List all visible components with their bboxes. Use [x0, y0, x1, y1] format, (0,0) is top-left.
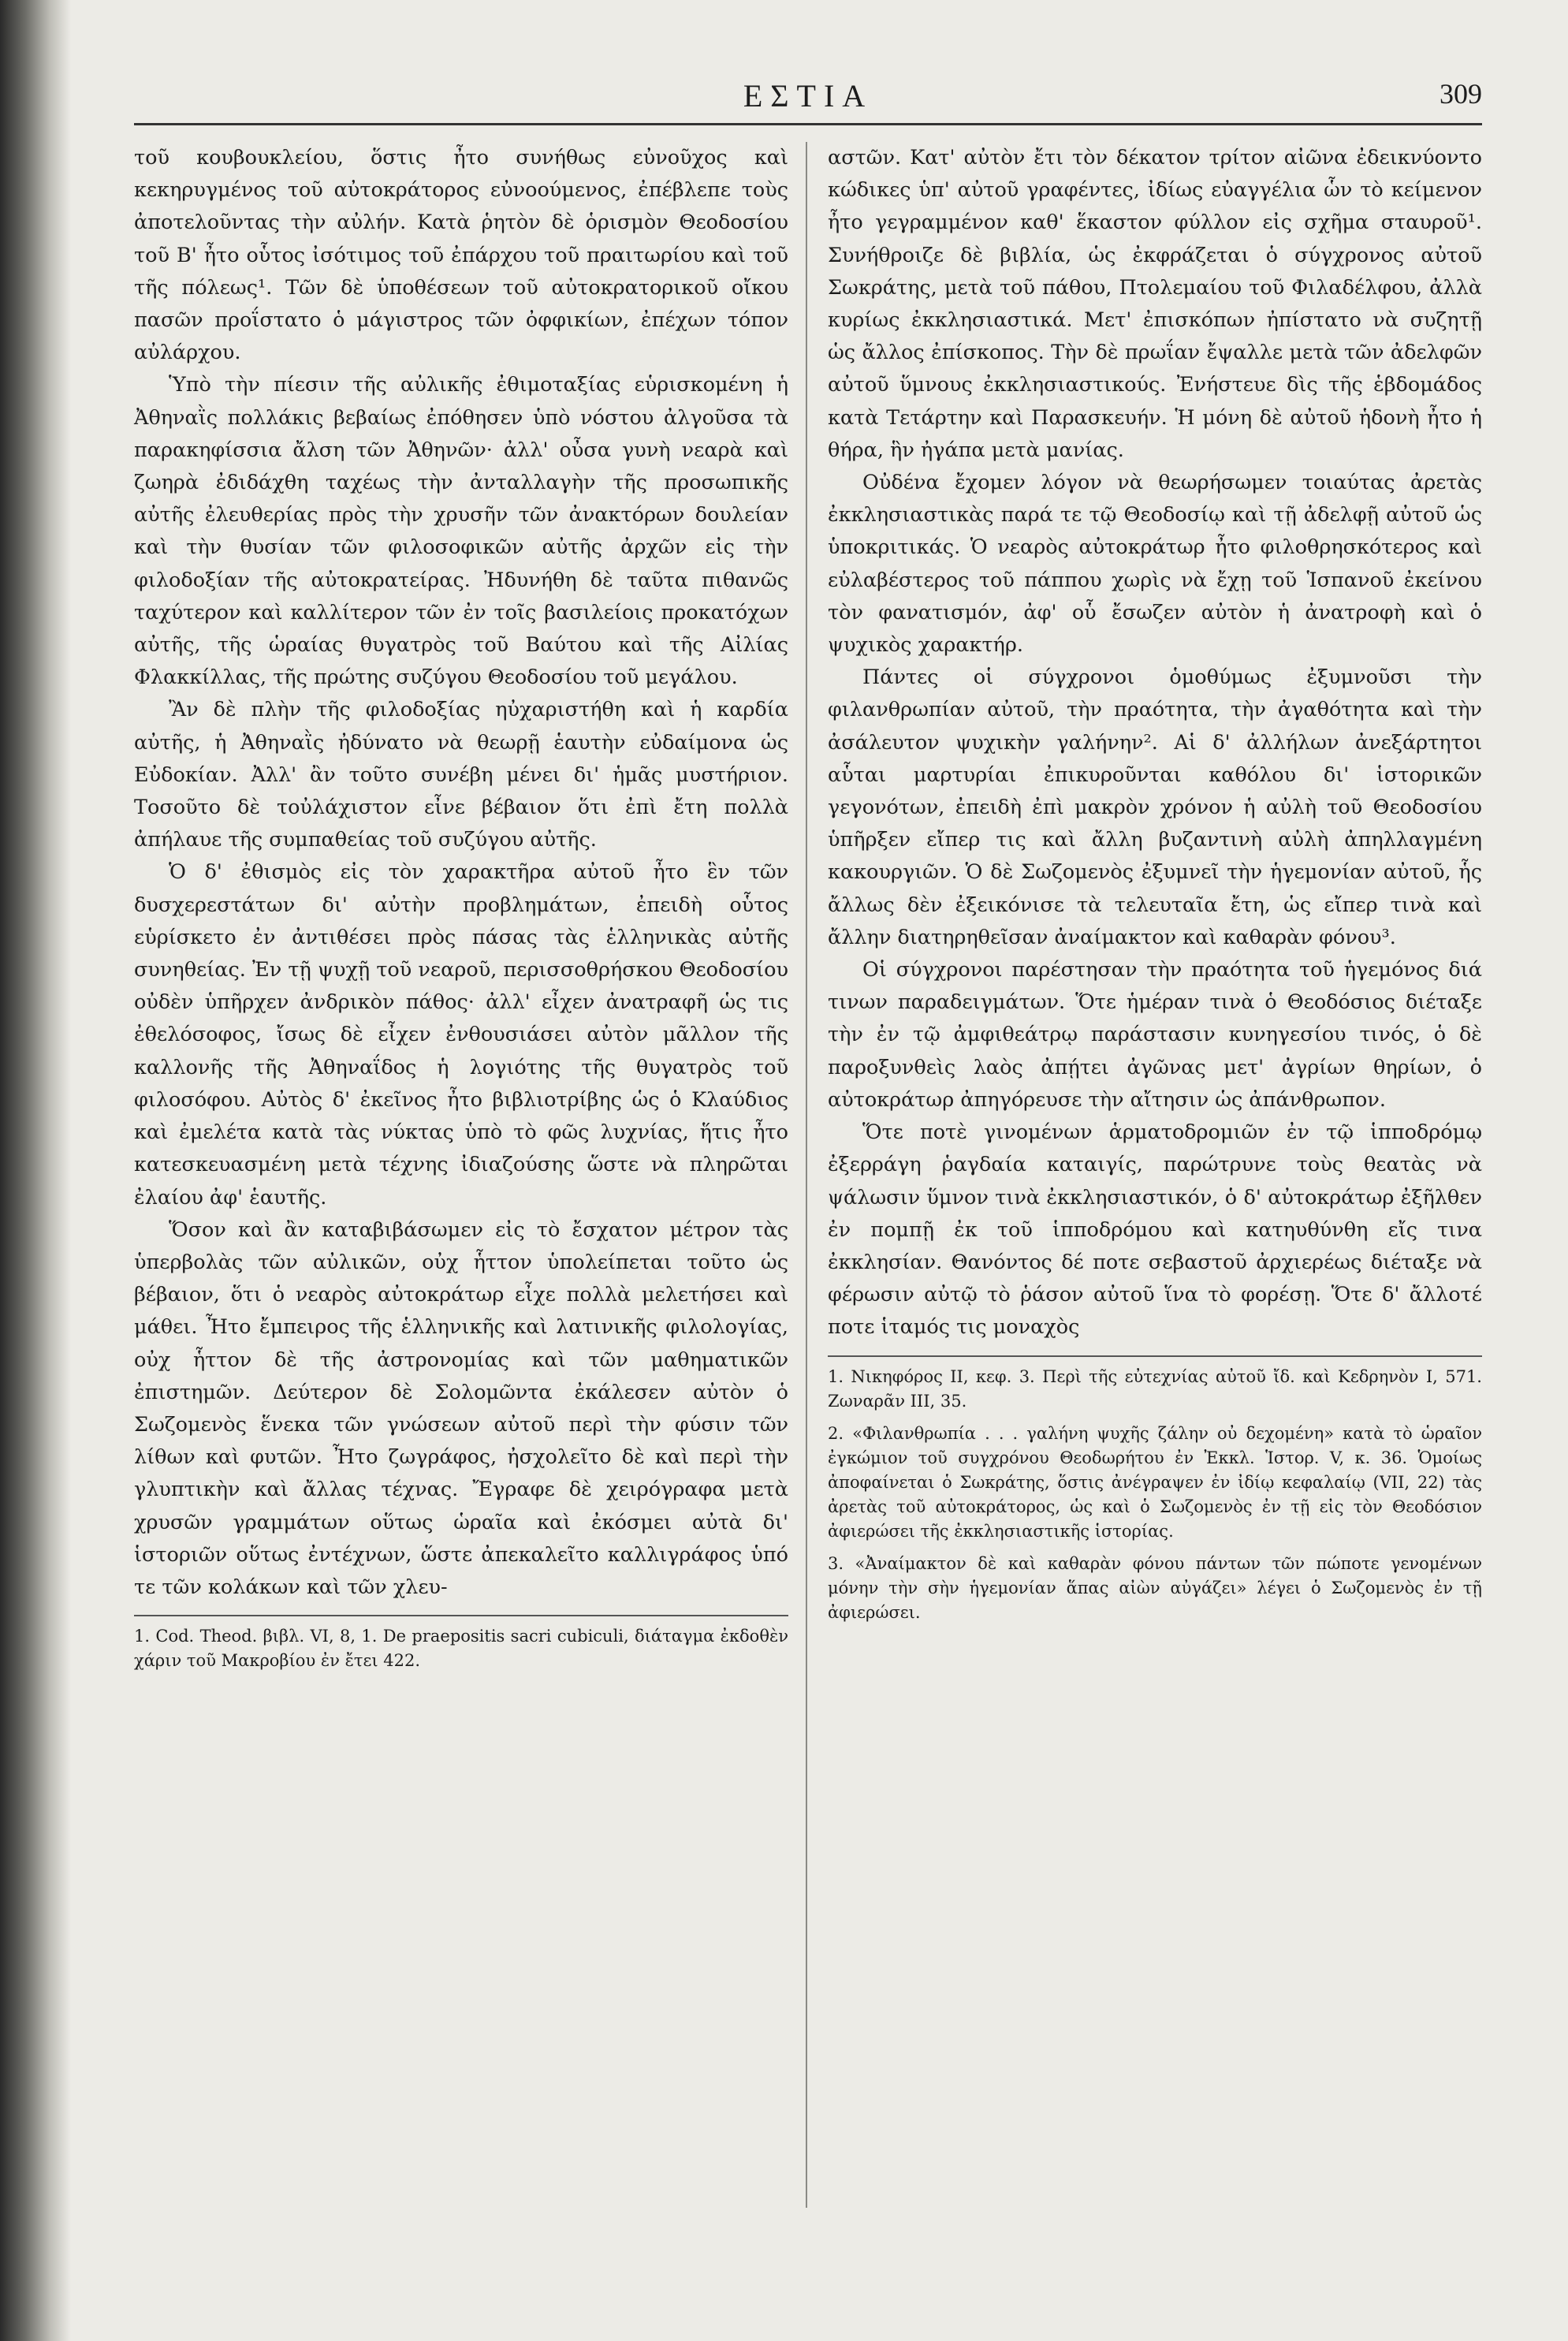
page-number: 309 — [1440, 78, 1482, 110]
paragraph: Ἂν δὲ πλὴν τῆς φιλοδοξίας ηὐχαριστήθη καὶ ἡ καρδία αὐτῆς, ἡ Ἀθηναῒς ἠδύνατο νὰ θεωρῇ ἑαυτὴν εὐδαίμονα ὡς Εὐδοκίαν. Ἀλλ' ἂν τοῦτο συνέβη μένει δι' ἡμᾶς μυστήριον. Τοσοῦτο δὲ τοὐλάχιστον εἶνε βέβαιον ὅτι ἐπὶ ἔτη πολλὰ ἀπήλαυε τῆς συμπαθείας τοῦ συζύγου αὐτῆς. — [134, 698, 788, 852]
paragraph: Ὑπὸ τὴν πίεσιν τῆς αὐλικῆς ἐθιμοταξίας εὑρισκομένη ἡ Ἀθηναῒς πολλάκις βεβαίως ἐπόθησεν ὑπὸ νόστου ἀλγοῦσα τὰ παρακηφίσσια ἄλση τῶν Ἀθηνῶν· ἀλλ' οὖσα γυνὴ νεαρὰ καὶ ζωηρὰ ἐδιδάχθη ταχέως τὴν ἀνταλλαγὴν τῆς προσωπικῆς αὐτῆς ἐλευθερίας πρὸς τὴν χρυσῆν τῶν ἀνακτόρων δουλείαν καὶ τὴν θυσίαν τῶν φιλοσοφικῶν αὐτῆς ἀρχῶν εἰς τὴν φιλοδοξίαν τῆς αὐτοκρατείρας. Ἠδυνήθη δὲ ταῦτα πιθανῶς ταχύτερον καὶ καλλίτερον τῶν ἐν τοῖς βασιλείοις προκατόχων αὐτῆς, τῆς ὡραίας θυγατρὸς τοῦ Βαύτου καὶ τῆς Αἰλίας Φλακκίλλας, τῆς πρώτης συζύγου Θεοδοσίου τοῦ μεγάλου. — [134, 373, 788, 690]
header-rule — [134, 123, 1482, 125]
left-column — [134, 142, 788, 1681]
column-divider — [806, 142, 807, 2208]
paragraph: Οἱ σύγχρονοι παρέστησαν τὴν πραότητα τοῦ ἡγεμόνος διά τινων παραδειγμάτων. Ὅτε ἡμέραν τινὰ ὁ Θεοδόσιος διέταξε τὴν ἐν τῷ ἀμφιθεάτρῳ παράστασιν κυνηγεσίου τινός, ὁ δὲ παροξυνθεὶς λαὸς ἀπῄτει ἀγῶνας μετ' ἀγρίων θηρίων, ὁ αὐτοκράτωρ ἀπηγόρευσε τὴν αἴτησιν ὡς ἀπάνθρωπον. — [828, 958, 1482, 1112]
footnote: 1. Νικηφόρος II, κεφ. 3. Περὶ τῆς εὐτεχνίας αὐτοῦ ἴδ. καὶ Κεδρηνὸν I, 571. Ζωναρᾶν III, 35. — [828, 1366, 1482, 1411]
footnote-rule — [134, 1615, 788, 1616]
running-title: ΕΣΤΙΑ — [743, 78, 873, 114]
paragraph: Ὁ δ' ἐθισμὸς εἰς τὸν χαρακτῆρα αὐτοῦ ἦτο ἓν τῶν δυσχερεστάτων δι' αὐτὴν προβλημάτων, ἐπειδὴ οὗτος εὑρίσκετο ἐν ἀντιθέσει πρὸς πάσας τὰς ἑλληνικὰς αὐτῆς συνηθείας. Ἐν τῇ ψυχῇ τοῦ νεαροῦ, περισσοθρήσκου Θεοδοσίου οὐδὲν ὑπῆρχεν ἀνδρικὸν πάθος· ἀλλ' εἶχεν ἀνατραφῆ ὡς τις ἐθελόσοφος, ἴσως δὲ εἶχεν ἐνθουσιάσει αὐτὸν μᾶλλον τῆς καλλονῆς τῆς Ἀθηναΐδος ἡ λογιότης τῆς θυγατρὸς τοῦ φιλοσόφου. Αὐτὸς δ' ἐκεῖνος ἦτο βιβλιοτρίβης ὡς ὁ Κλαύδιος καὶ ἐμελέτα κατὰ τὰς νύκτας ὑπὸ τὸ φῶς λυχνίας, ἥτις ἦτο κατεσκευασμένη μετὰ τέχνης ἰδιαζούσης ὥστε νὰ πληρῶται ἐλαίου ἀφ' ἑαυτῆς. — [134, 860, 788, 1210]
right-column — [828, 142, 1482, 1633]
paragraph: τοῦ κουβουκλείου, ὅστις ἦτο συνήθως εὐνοῦχος καὶ κεκηρυγμένος τοῦ αὐτοκράτορος εὐνοούμενος, ἐπέβλεπε τοὺς ἀποτελοῦντας τὴν αὐλήν. Κατὰ ῥητὸν δὲ ὁρισμὸν Θεοδοσίου τοῦ Β' ἦτο οὗτος ἰσότιμος τοῦ ἐπάρχου τοῦ πραιτωρίου καὶ τοῦ τῆς πόλεως¹. Τῶν δὲ ὑποθέσεων τοῦ αὐτοκρατορικοῦ οἴκου πασῶν προΐστατο ὁ μάγιστρος τῶν ὀφφικίων, ἐπέχων τόπον αὐλάρχου. — [134, 146, 788, 365]
paragraph: Ὅτε ποτὲ γινομένων ἁρματοδρομιῶν ἐν τῷ ἱπποδρόμῳ ἐξερράγη ῥαγδαία καταιγίς, παρώτρυνε τοὺς θεατὰς νὰ ψάλωσιν ὕμνον τινὰ ἐκκλησιαστικόν, ὁ δ' αὐτοκράτωρ ἐξῆλθεν ἐν πομπῇ ἐκ τοῦ ἱπποδρόμου καὶ κατηυθύνθη εἴς τινα ἐκκλησίαν. Θανόντος δέ ποτε σεβαστοῦ ἀρχιερέως διέταξε νὰ φέρωσιν αὐτῷ τὸ ῥάσον αὐτοῦ ἵνα τὸ φορέσῃ. Ὅτε δ' ἄλλοτέ ποτε ἱταμός τις μοναχὸς — [828, 1120, 1482, 1340]
paragraph: Οὐδένα ἔχομεν λόγον νὰ θεωρήσωμεν τοιαύτας ἀρετὰς ἐκκλησιαστικὰς παρά τε τῷ Θεοδοσίῳ καὶ τῇ ἀδελφῇ αὐτοῦ ὡς ὑποκριτικάς. Ὁ νεαρὸς αὐτοκράτωρ ἦτο φιλοθρησκότερος καὶ εὐλαβέστερος τοῦ πάππου χωρὶς νὰ ἔχῃ τοῦ Ἱσπανοῦ ἐκείνου τὸν φανατισμόν, ἀφ' οὗ ἔσωζεν αὐτὸν ἡ ἀνατροφὴ καὶ ὁ ψυχικὸς χαρακτήρ. — [828, 471, 1482, 658]
footnote: 3. «Ἀναίμακτον δὲ καὶ καθαρὰν φόνου πάντων τῶν πώποτε γενομένων μόνην τὴν σὴν ἡγεμονίαν ἅπας αἰὼν αὐγάζει» λέγει ὁ Σωζομενὸς ἐν τῇ ἀφιερώσει. — [828, 1553, 1482, 1622]
page-header — [134, 71, 1482, 126]
paragraph: αστῶν. Κατ' αὐτὸν ἔτι τὸν δέκατον τρίτον αἰῶνα ἐδεικνύοντο κώδικες ὑπ' αὐτοῦ γραφέντες, ἰδίως εὐαγγέλια ὧν τὸ κείμενον ἦτο γεγραμμένον καθ' ἕκαστον φύλλον εἰς σχῆμα σταυροῦ¹. Συνήθροιζε δὲ βιβλία, ὡς ἐκφράζεται ὁ σύγχρονος αὐτοῦ Σωκράτης, μετὰ τοῦ πάθου, Πτολεμαίου τοῦ Φιλαδέλφου, ἀλλὰ κυρίως ἐκκλησιαστικά. Μετ' ἐπισκόπων ἠπίστατο νὰ συζητῇ ὡς ἄλλος ἐπίσκοπος. Τὴν δὲ πρωΐαν ἔψαλλε μετὰ τῶν ἀδελφῶν αὐτοῦ ὕμνους ἐκκλησιαστικούς. Ἐνήστευε δὶς τῆς ἑβδομάδος κατὰ Τετάρτην καὶ Παρασκευήν. Ἡ μόνη δὲ αὐτοῦ ἡδονὴ ἦτο ἡ θήρα, ἣν ἠγάπα μετὰ μανίας. — [828, 146, 1482, 462]
footnote: 2. «Φιλανθρωπία . . . γαλήνη ψυχῆς ζάλην οὐ δεχομένη» κατὰ τὸ ὡραῖον ἐγκώμιον τοῦ συγχρόνου Θεοδωρήτου ἐν Ἐκκλ. Ἱστορ. V, κ. 36. Ὁμοίως ἀποφαίνεται ὁ Σωκράτης, ὅστις ἀνέγραψεν ἐν ἰδίῳ κεφαλαίῳ (VII, 22) τὰς ἀρετὰς τοῦ αὐτοκράτορος, ὡς καὶ ὁ Σωζομενὸς ἐν τῇ εἰς τὸν Θεοδόσιον ἀφιερώσει τῆς ἐκκλησιαστικῆς ἱστορίας. — [828, 1423, 1482, 1541]
paragraph: Πάντες οἱ σύγχρονοι ὁμοθύμως ἐξυμνοῦσι τὴν φιλανθρωπίαν αὐτοῦ, τὴν πραότητα, τὴν ἀγαθότητα καὶ τὴν ἀσάλευτον ψυχικὴν γαλήνην². Αἱ δ' ἀλλήλων ἀνεξάρτητοι αὗται μαρτυρίαι ἐπικυροῦνται καθόλου δι' ἱστορικῶν γεγονότων, ἐπειδὴ ἐπὶ μακρὸν χρόνον ἡ αὐλὴ τοῦ Θεοδοσίου ὑπῆρξεν εἴπερ τις καὶ ἄλλη βυζαντινὴ αὐλὴ ἀπηλλαγμένη κακουργιῶν. Ὁ δὲ Σωζομενὸς ἐξυμνεῖ τὴν ἡγεμονίαν αὐτοῦ, ἧς ἄλλως δὲν ἐξεικόνισε τὰ τελευταῖα ἔτη, ὡς εἴπερ τινὰ καὶ ἄλλην διατηρηθεῖσαν ἀναίμακτον καὶ καθαρὰν φόνου³. — [828, 665, 1482, 949]
page — [134, 55, 1482, 2310]
footnote-rule — [828, 1355, 1482, 1357]
footnotes — [828, 1365, 1482, 1625]
footnotes — [134, 1624, 788, 1673]
footnote: 1. Cod. Theod. βιβλ. VI, 8, 1. De praepositis sacri cubiculi, διάταγμα ἐκδοθὲν χάριν τοῦ Μακροβίου ἐν ἔτει 422. — [134, 1627, 788, 1671]
paragraph: Ὅσον καὶ ἂν καταβιβάσωμεν εἰς τὸ ἔσχατον μέτρον τὰς ὑπερβολὰς τῶν αὐλικῶν, οὐχ ἧττον ὑπολείπεται τοῦτο ὡς βέβαιον, ὅτι ὁ νεαρὸς αὐτοκράτωρ εἶχε πολλὰ μελετήσει καὶ μάθει. Ἦτο ἔμπειρος τῆς ἑλληνικῆς καὶ λατινικῆς φιλολογίας, οὐχ ἧττον δὲ τῆς ἀστρονομίας καὶ τῶν μαθηματικῶν ἐπιστημῶν. Δεύτερον δὲ Σολομῶντα ἐκάλεσεν αὐτὸν ὁ Σωζομενὸς ἕνεκα τῶν γνώσεων αὐτοῦ περὶ τὴν φύσιν τῶν λίθων καὶ φυτῶν. Ἦτο ζωγράφος, ἠσχολεῖτο δὲ καὶ περὶ τὴν γλυπτικὴν καὶ ἄλλας τέχνας. Ἔγραφε δὲ χειρόγραφα μετὰ χρυσῶν γραμμάτων οὕτως ὡραῖα καὶ ἐκόσμει αὐτὰ δι' ἱστοριῶν οὕτως ἐντέχνων, ὥστε ἀπεκαλεῖτο καλλιγράφος ὑπό τε τῶν κολάκων καὶ τῶν χλευ- — [134, 1217, 788, 1599]
book-binding-shadow — [0, 0, 71, 2341]
